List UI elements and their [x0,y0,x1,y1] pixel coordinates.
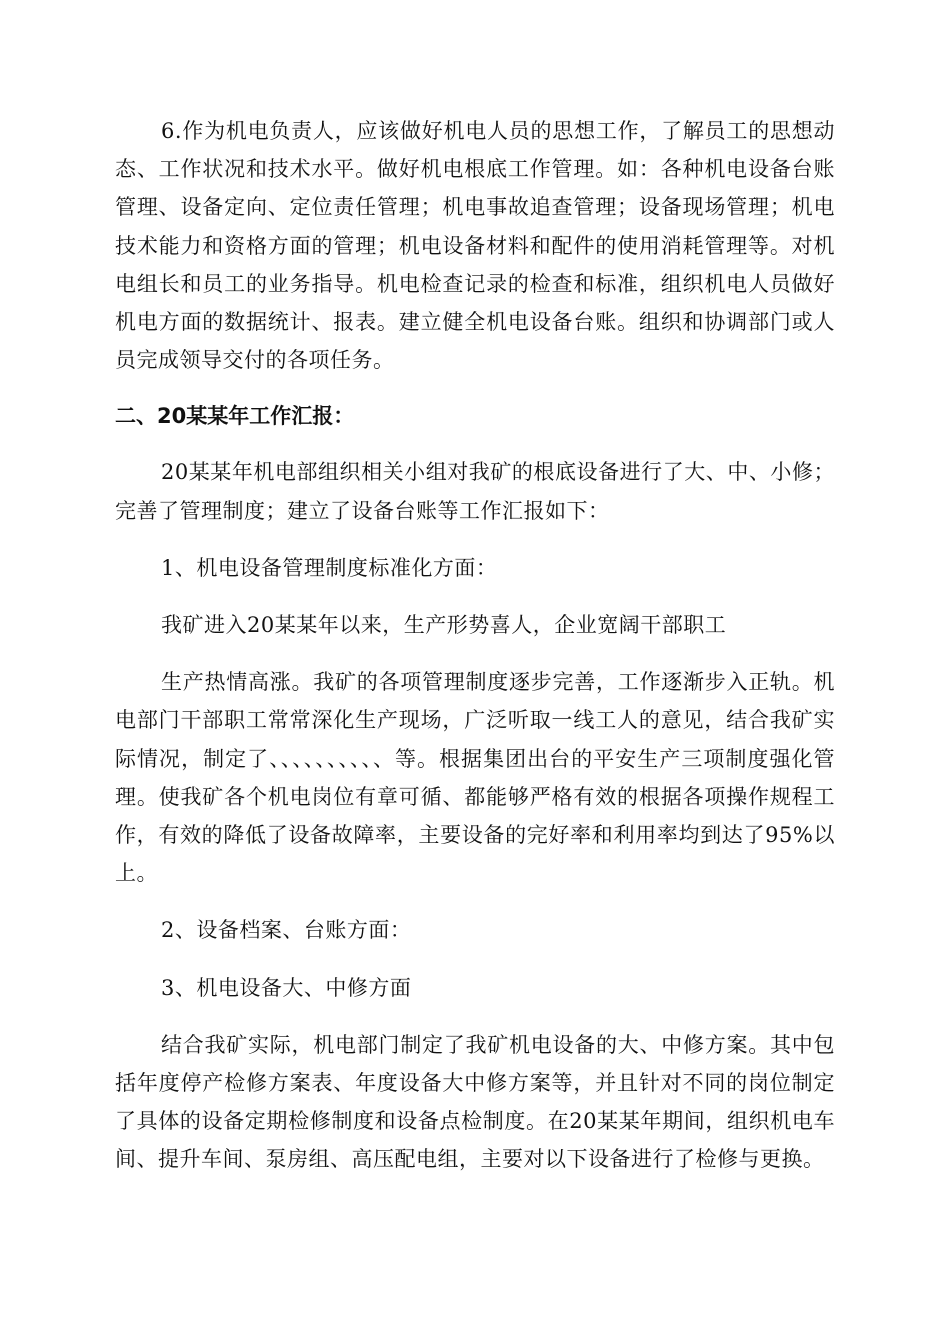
paragraph-progress: 我矿进入20某某年以来，生产形势喜人，企业宽阔干部职工 [161,613,727,638]
subheading-management-system: 1、机电设备管理制度标准化方面： [161,555,498,580]
document-page [115,112,835,1179]
paragraph-overhaul-plan: 结合我矿实际，机电部门制定了我矿机电设备的大、中修方案。其中包括年度停产检修方案表、年度设备大中修方案等，并且针对不同的岗位制定了具体的设备定期检修制度和设备点检制度。在20某某年期间，组织机电车间、提升车间、泵房组、高压配电组，主要对以下设备进行了检修与更换。 [115,1032,835,1172]
section-heading: 二、20某某年工作汇报： [115,404,355,429]
paragraph-enthusiasm: 生产热情高涨。我矿的各项管理制度逐步完善，工作逐渐步入正轨。机电部门干部职工常常深化生产现场，广泛听取一线工人的意见，结合我矿实际情况，制定了、、、、、、、、、、等。根据集团出台的平安生产三项制度强化管理。使我矿各个机电岗位有章可循、都能够严格有效的根据各项操作规程工作，有效的降低了设备故障率，主要设备的完好率和利用率均到达了95%以上。 [115,670,835,886]
subheading-archives: 2、设备档案、台账方面： [161,918,412,943]
subheading-overhaul: 3、机电设备大、中修方面 [161,975,412,1000]
paragraph-intro: 20某某年机电部组织相关小组对我矿的根底设备进行了大、中、小修；完善了管理制度；建立了设备台账等工作汇报如下： [115,460,835,523]
paragraph-responsibilities: 6.作为机电负责人，应该做好机电人员的思想工作，了解员工的思想动态、工作状况和技术水平。做好机电根底工作管理。如：各种机电设备台账管理、设备定向、定位责任管理；机电事故追查管理；设备现场管理；机电技术能力和资格方面的管理；机电设备材料和配件的使用消耗管理等。对机电组长和员工的业务指导。机电检查记录的检查和标准，组织机电人员做好机电方面的数据统计、报表。建立健全机电设备台账。组织和协调部门或人员完成领导交付的各项任务。 [115,119,835,373]
